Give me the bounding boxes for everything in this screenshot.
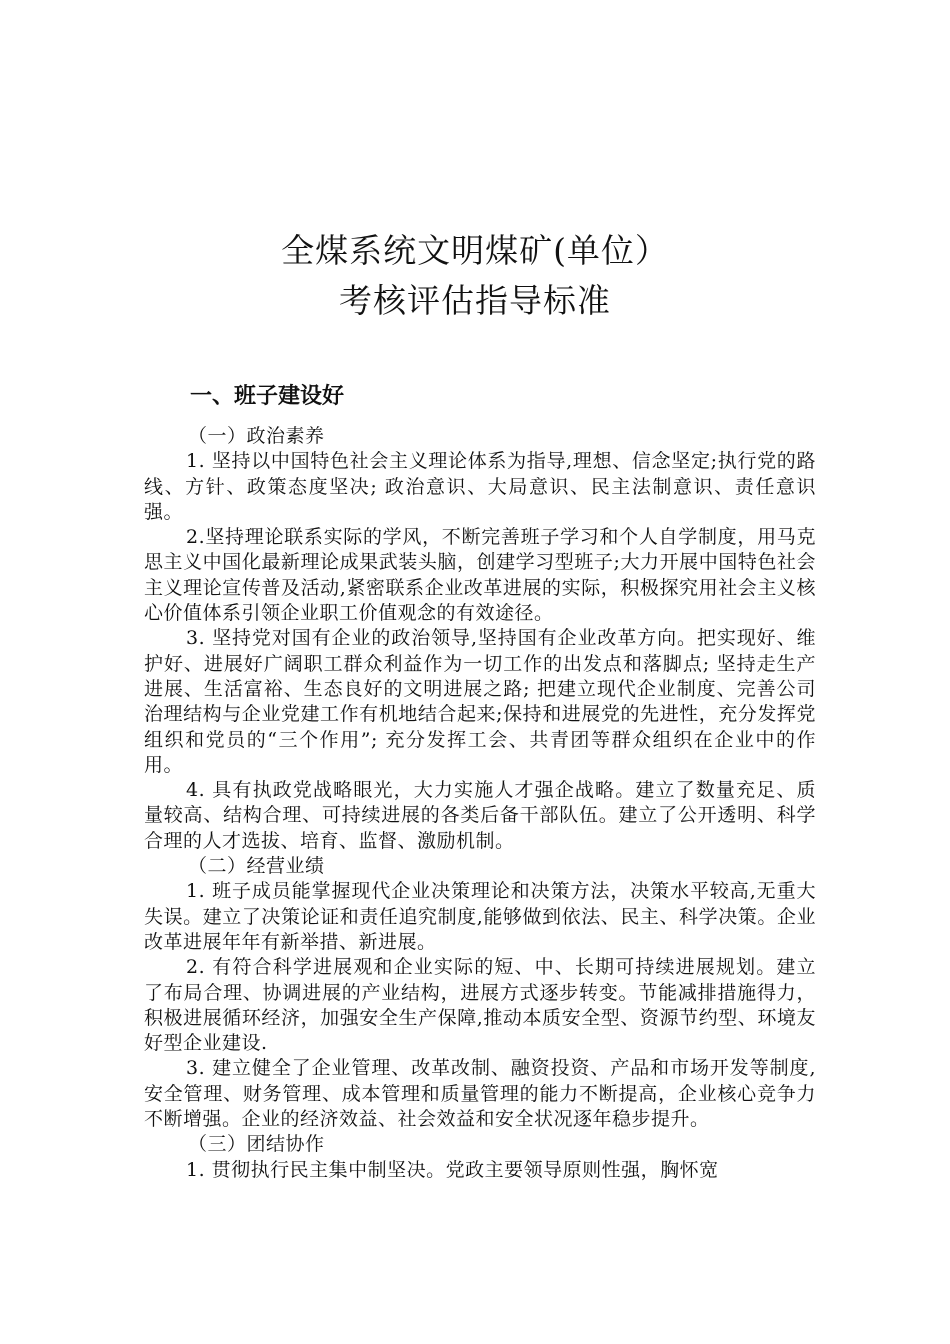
paragraph: 2. 有符合科学进展观和企业实际的短、中、长期可持续进展规划。建立了布局合理、协调进展的产业结构，进展方式逐步转变。节能减排措施得力，积极进展循环经济，加强安全生产保障,推动本质安全型、资源节约型、环境友好型企业建设.	[144, 956, 816, 1055]
title-line-1: 全煤系统文明煤矿(单位）	[281, 231, 669, 270]
title-line-2: 考核评估指导标准	[339, 281, 611, 320]
subsection-heading-1: （一）政治素养	[188, 425, 325, 447]
subsection-heading-2: （二）经营业绩	[188, 855, 325, 878]
paragraph: 3. 坚持党对国有企业的政治领导,坚持国有企业改革方向。把实现好、维护好、进展好广阔职工群众利益作为一切工作的出发点和落脚点; 坚持走生产进展、生活富裕、生态良好的文明进展之路; 把建立现代企业制度、完善公司治理结构与企业党建工作有机地结合起来;保持和进展党的先进性，充分发挥党组织和党员的“三个作用”; 充分发挥工会、共青团等群众组织在企业中的作用。	[144, 627, 816, 776]
document-title	[0, 226, 950, 326]
paragraph: 1. 班子成员能掌握现代企业决策理论和决策方法，决策水平较高,无重大失误。建立了决策论证和责任追究制度,能够做到依法、民主、科学决策。企业改革进展年年有新举措、新进展。	[144, 880, 816, 953]
paragraph: 3. 建立健全了企业管理、改革改制、融资投资、产品和市场开发等制度,安全管理、财务管理、成本管理和质量管理的能力不断提高，企业核心竞争力不断增强。企业的经济效益、社会效益和安全状况逐年稳步提升。	[144, 1057, 816, 1131]
paragraph: 1. 贯彻执行民主集中制坚决。党政主要领导原则性强，胸怀宽	[186, 1158, 719, 1181]
paragraph: 4. 具有执政党战略眼光，大力实施人才强企战略。建立了数量充足、质量较高、结构合理、可持续进展的各类后备干部队伍。建立了公开透明、科学合理的人才选拔、培育、监督、激励机制。	[144, 779, 816, 852]
document-body	[144, 424, 816, 1183]
subsection-heading-3: （三）团结协作	[188, 1133, 325, 1156]
section-heading: 一、班子建设好	[190, 384, 345, 409]
paragraph: 2.坚持理论联系实际的学风，不断完善班子学习和个人自学制度，用马克思主义中国化最新理论成果武装头脑，创建学习型班子;大力开展中国特色社会主义理论宣传普及活动,紧密联系企业改革进展的实际，积极探究用社会主义核心价值体系引领企业职工价值观念的有效途径。	[144, 526, 816, 625]
paragraph: 1. 坚持以中国特色社会主义理论体系为指导,理想、信念坚定;执行党的路线、方针、政策态度坚决; 政治意识、大局意识、民主法制意识、责任意识强。	[144, 450, 816, 523]
